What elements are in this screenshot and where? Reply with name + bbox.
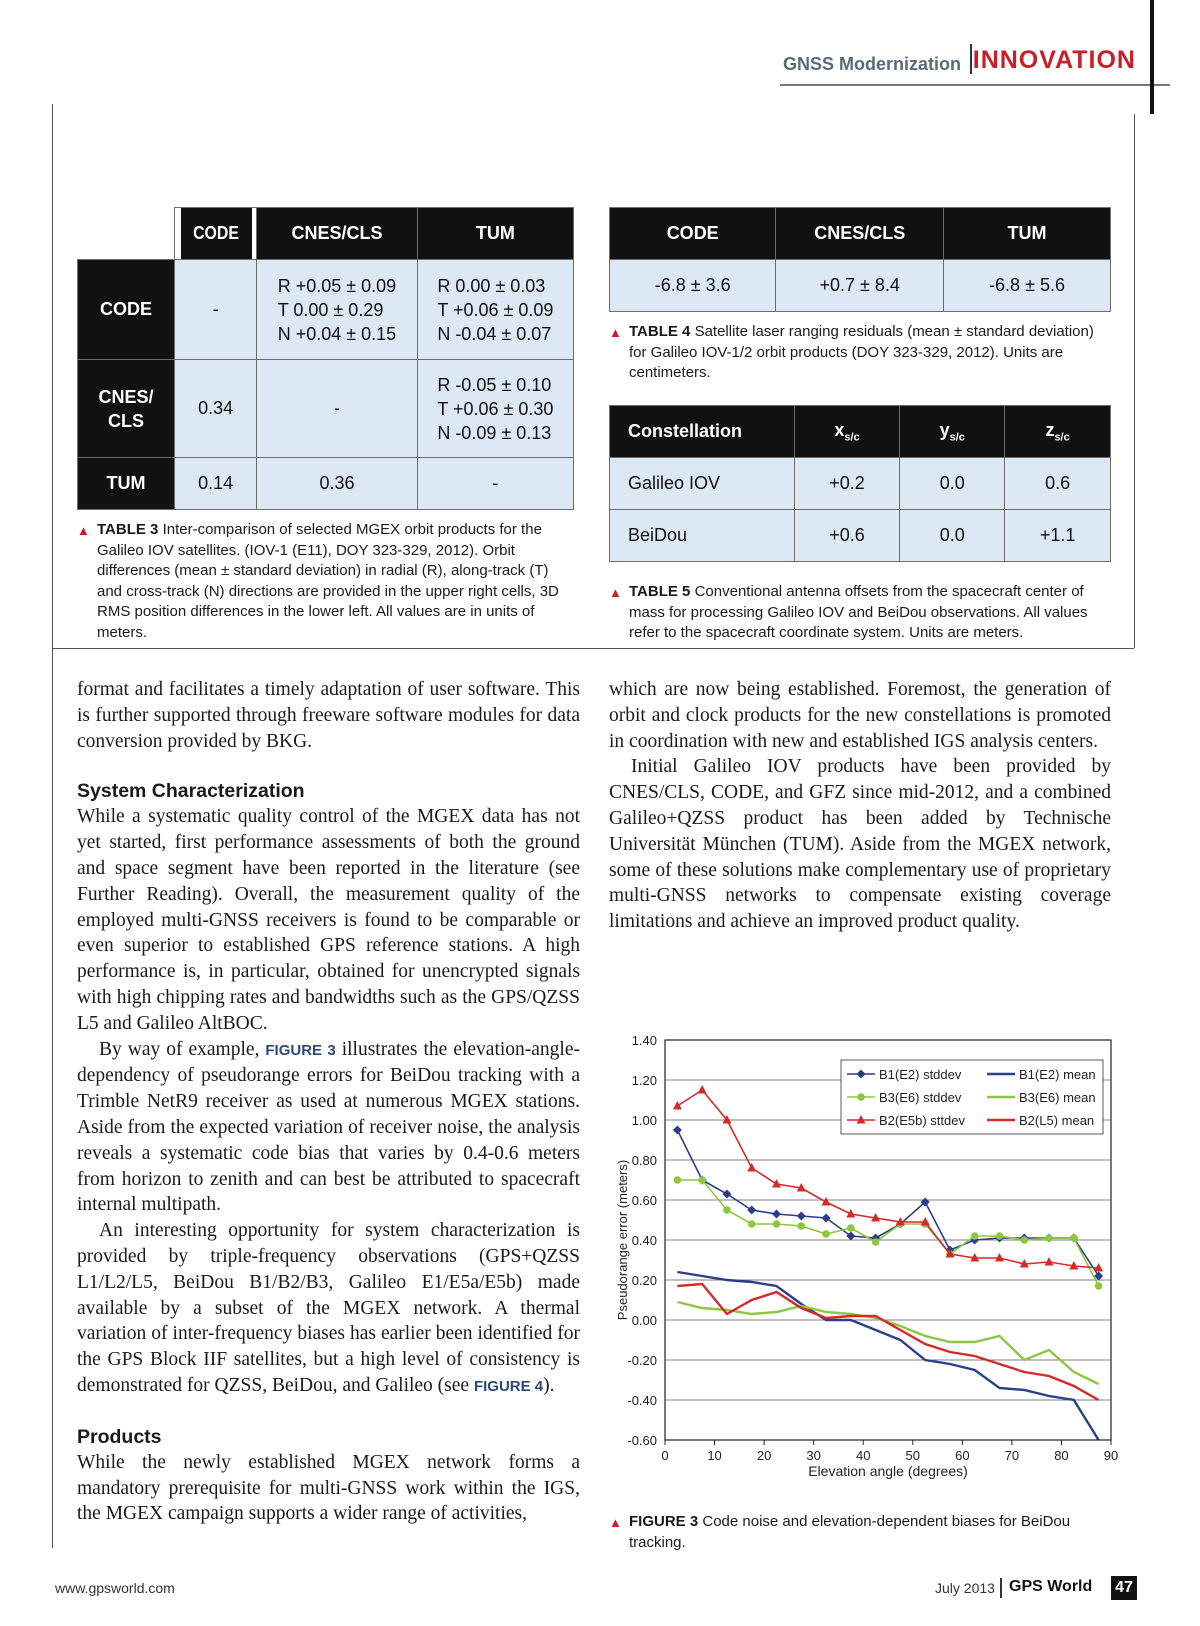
x-tick-label: 60 (955, 1448, 970, 1463)
caption-triangle-icon: ▲ (609, 325, 622, 340)
data-point (872, 1238, 880, 1246)
caption-text: Satellite laser ranging residuals (mean ± standard deviation) for Galileo IOV-1/2 orbit products (DOY 323-329, 2012). Units are centimeters. (629, 323, 1094, 381)
left-margin-rule (52, 104, 53, 1548)
y-axis-label: Pseudorange error (meters) (615, 1159, 630, 1321)
figure-3-caption (609, 1512, 1111, 1553)
data-point (1045, 1257, 1054, 1266)
t4-col-header: TUM (944, 208, 1111, 260)
t3-line: N -0.04 ± 0.07 (437, 323, 552, 344)
caption-label: FIGURE 3 (629, 1513, 699, 1530)
caption-triangle-icon: ▲ (609, 585, 622, 600)
x-tick-label: 50 (905, 1448, 921, 1463)
t3-row-label: CODE (78, 260, 175, 360)
t5-col-header (794, 406, 900, 458)
y-tick-label: 0.20 (631, 1273, 657, 1288)
t5-sub: s/c (1054, 431, 1070, 444)
data-point (772, 1179, 781, 1188)
t3-col-header: CNES/CLS (257, 208, 418, 260)
data-point (797, 1212, 806, 1221)
chart-series (673, 1085, 1103, 1440)
t3-line: T +0.06 ± 0.09 (437, 299, 554, 320)
header-rule (780, 84, 1170, 86)
figure-3-chart (609, 1030, 1129, 1500)
t4-cell: -6.8 ± 3.6 (610, 260, 776, 312)
t4-col-header: CODE (610, 208, 776, 260)
series-line (677, 1130, 1098, 1276)
series-line (677, 1302, 1098, 1384)
t3-line: N +0.04 ± 0.15 (277, 323, 397, 344)
t3-line: R 0.00 ± 0.03 (437, 275, 546, 296)
text-run: ). (543, 1374, 555, 1396)
table-5 (609, 405, 1111, 562)
data-point (748, 1220, 756, 1228)
footer-url[interactable]: www.gpsworld.com (55, 1580, 175, 1596)
data-point (773, 1220, 781, 1228)
caption-triangle-icon: ▲ (77, 523, 90, 538)
chart-legend (841, 1060, 1103, 1134)
legend-label: B2(L5) mean (1019, 1113, 1095, 1128)
t3-row-label: CNES/ CLS (78, 360, 175, 458)
paragraph: While a systematic quality control of the MGEX data has not yet started, first performance assessments of both the ground and space segment have been reported in the literature (see Further Reading). Overall, the measurement quality of the employed multi-GNSS receivers is found to be comparable or even superior to established GPS reference stations. A high performance is, in particular, obtained for unencrypted signals with high chipping rates and bandwidths such as the GPS/QZSS L5 and Galileo AltBOC. (77, 806, 580, 1034)
y-tick-label: 0.00 (631, 1313, 657, 1328)
data-point (847, 1224, 855, 1232)
data-point (996, 1232, 1004, 1240)
caption-label: TABLE 5 (629, 583, 691, 600)
footer-magazine: GPS World (1009, 1578, 1093, 1595)
t5-cell: BeiDou (610, 510, 795, 562)
t4-cell: -6.8 ± 5.6 (944, 260, 1111, 312)
t5-col-header (1005, 406, 1111, 458)
x-tick-label: 20 (756, 1448, 772, 1463)
t3-cell (417, 360, 573, 458)
header-section: GNSS Modernization (782, 54, 961, 74)
x-tick-label: 30 (806, 1448, 821, 1463)
right-column (609, 677, 1111, 935)
x-tick-label: 10 (707, 1448, 722, 1463)
figure-reference-link[interactable]: FIGURE 4 (473, 1377, 544, 1395)
paragraph (77, 1037, 580, 1219)
corner-mark-vertical (1150, 0, 1154, 114)
paragraph: format and facilitates a timely adaptation of user software. This is further supported through freeware software modules for data conversion provided by BKG. (77, 679, 580, 752)
t5-cell: 0.0 (900, 458, 1005, 510)
data-point (674, 1176, 682, 1184)
data-point (722, 1190, 731, 1199)
paragraph: which are now being established. Foremost, the generation of orbit and clock products for the new constellations is promoted in coordination with new and established IGS analysis centers. (609, 679, 1111, 752)
t3-cell: 0.14 (175, 458, 257, 510)
section-heading: System Characterization (77, 780, 305, 803)
t3-cell: 0.34 (175, 360, 257, 458)
t5-sub: s/c (949, 431, 965, 444)
t3-cell: - (417, 458, 573, 510)
text-run: An interesting opportunity for system characterization is provided by triple-frequency observations (GPS+QZSS L1/L2/L5, BeiDou B1/B2/B3, Galileo E1/E5a/E5b) made available by a subset of the MGEX network. A thermal variation of inter-frequency biases has earlier been identified for the GPS Block IIF satellites, but a high level of consistency is demonstrated for QZSS, BeiDou, and Galileo (see (77, 1220, 580, 1396)
t3-cell: 0.36 (257, 458, 418, 510)
data-point (797, 1222, 805, 1230)
footer-date: July 2013 (935, 1580, 995, 1596)
t3-cell: - (175, 260, 257, 360)
right-margin-rule (1134, 114, 1135, 648)
x-tick-label: 80 (1054, 1448, 1069, 1463)
t5-cell: 0.0 (900, 510, 1005, 562)
section-divider (52, 648, 1134, 649)
paragraph: Initial Galileo IOV products have been provided by CNES/CLS, CODE, and GFZ since mid-2012, and a combined Galileo+QZSS product has been added by Technische Universität München (TUM). Aside from the MGEX network, some of these solutions make complementary use of proprietary multi-GNSS networks to compensate existing coverage limitations and achieve an improved product quality. (609, 756, 1111, 933)
t5-cell: +0.2 (794, 458, 900, 510)
legend-label: B3(E6) mean (1019, 1090, 1096, 1105)
y-tick-label: 1.00 (631, 1113, 657, 1128)
y-tick-label: 1.20 (631, 1073, 657, 1088)
page-number: 47 (1111, 1576, 1137, 1600)
legend-label: B3(E6) stddev (879, 1090, 962, 1105)
x-tick-label: 40 (855, 1448, 871, 1463)
y-tick-label: -0.60 (627, 1433, 657, 1448)
table-3 (77, 207, 574, 510)
caption-label: TABLE 4 (629, 323, 691, 340)
y-tick-label: -0.40 (627, 1393, 657, 1408)
legend-label: B2(E5b) sttdev (879, 1113, 965, 1128)
left-column (77, 677, 580, 1527)
series-line (677, 1284, 1098, 1400)
x-tick-label: 0 (661, 1448, 669, 1463)
footer-divider (1000, 1578, 1002, 1598)
data-point (971, 1232, 979, 1240)
data-point (1045, 1234, 1053, 1242)
t3-line: R +0.05 ± 0.09 (277, 275, 397, 296)
t5-cell: 0.6 (1005, 458, 1111, 510)
data-point (673, 1126, 682, 1135)
data-point (698, 1176, 706, 1184)
section-heading: Products (77, 1425, 162, 1448)
t5-col-header (900, 406, 1005, 458)
t3-cell (257, 260, 418, 360)
t5-col-header: Constellation (610, 406, 795, 458)
header-brand: INNOVATION (972, 46, 1136, 74)
t3-col-header: CODE (180, 208, 252, 260)
t3-cell (417, 260, 573, 360)
table-5-caption (609, 582, 1111, 644)
t4-cell: +0.7 ± 8.4 (776, 260, 944, 312)
data-point (822, 1197, 831, 1206)
t5-axis: x (834, 419, 845, 440)
data-point (698, 1085, 707, 1094)
y-tick-label: 0.60 (631, 1193, 657, 1208)
figure-reference-link[interactable]: FIGURE 3 (265, 1041, 336, 1059)
caption-text: Conventional antenna offsets from the spacecraft center of mass for processing Galileo IOV and BeiDou observations. All values refer to the spacecraft coordinate system. Units are meters. (629, 583, 1088, 641)
series-line (677, 1180, 1098, 1286)
table-4-caption (609, 322, 1111, 384)
header-divider (970, 44, 972, 74)
t5-cell: +0.6 (794, 510, 900, 562)
t3-line: T +0.06 ± 0.30 (437, 398, 554, 419)
t3-row-label: TUM (78, 458, 175, 510)
x-tick-label: 90 (1103, 1448, 1119, 1463)
paragraph: While the newly established MGEX network forms a mandatory prerequisite for multi-GNSS work within the IGS, the MGEX campaign supports a wider range of activities, (77, 1451, 580, 1525)
data-point (747, 1163, 756, 1172)
caption-text: Code noise and elevation-dependent biases for BeiDou tracking. (629, 1513, 1071, 1551)
caption-triangle-icon: ▲ (609, 1515, 622, 1530)
paragraph (77, 1218, 580, 1400)
y-tick-label: -0.20 (627, 1353, 657, 1368)
data-point (1095, 1282, 1103, 1290)
t5-cell: +1.1 (1005, 510, 1111, 562)
t3-cell: - (257, 360, 418, 458)
data-point (747, 1206, 756, 1215)
y-tick-label: 1.40 (631, 1033, 657, 1048)
t5-axis: y (939, 419, 950, 440)
data-point (1020, 1236, 1028, 1244)
t5-axis: z (1045, 419, 1055, 440)
table-3-caption (77, 520, 574, 643)
x-tick-label: 70 (1004, 1448, 1020, 1463)
t3-line: T 0.00 ± 0.29 (277, 299, 384, 320)
data-point (1070, 1234, 1078, 1242)
t4-col-header: CNES/CLS (776, 208, 944, 260)
t3-col-header: TUM (417, 208, 573, 260)
data-point (857, 1093, 865, 1101)
data-point (723, 1206, 731, 1214)
table-4 (609, 207, 1111, 312)
t5-sub: s/c (844, 431, 860, 444)
caption-label: TABLE 3 (97, 521, 159, 538)
data-point (673, 1101, 682, 1110)
caption-text: Inter-comparison of selected MGEX orbit products for the Galileo IOV satellites. (IOV-1 (E11), DOY 323-329, 2012). Orbit differences (mean ± standard deviation) in radial (R), along-track (T) and cross-track (N) directions are provided in the upper right cells, 3D RMS position differences in the lower left. All values are in units of meters. (97, 521, 559, 641)
text-run: illustrates the elevation-angle-dependency of pseudorange errors for BeiDou tracking with a Trimble NetR9 receiver as used at numerous MGEX stations. Aside from the expected variation of receiver noise, the analysis reveals a systematic code bias that varies by 0.4-0.6 meters from horizon to zenith and can best be attributed to spacecraft internal multipath. (77, 1038, 580, 1216)
text-run: By way of example, (99, 1038, 260, 1060)
t5-cell: Galileo IOV (610, 458, 795, 510)
data-point (822, 1230, 830, 1238)
data-point (772, 1210, 781, 1219)
legend-label: B1(E2) mean (1019, 1067, 1096, 1082)
header (700, 44, 1136, 88)
x-axis-label: Elevation angle (degrees) (808, 1463, 968, 1479)
y-tick-label: 0.80 (631, 1153, 657, 1168)
y-tick-label: 0.40 (631, 1233, 657, 1248)
t3-line: R -0.05 ± 0.10 (437, 374, 552, 395)
legend-label: B1(E2) stddev (879, 1067, 962, 1082)
t3-line: N -0.09 ± 0.13 (437, 422, 552, 443)
